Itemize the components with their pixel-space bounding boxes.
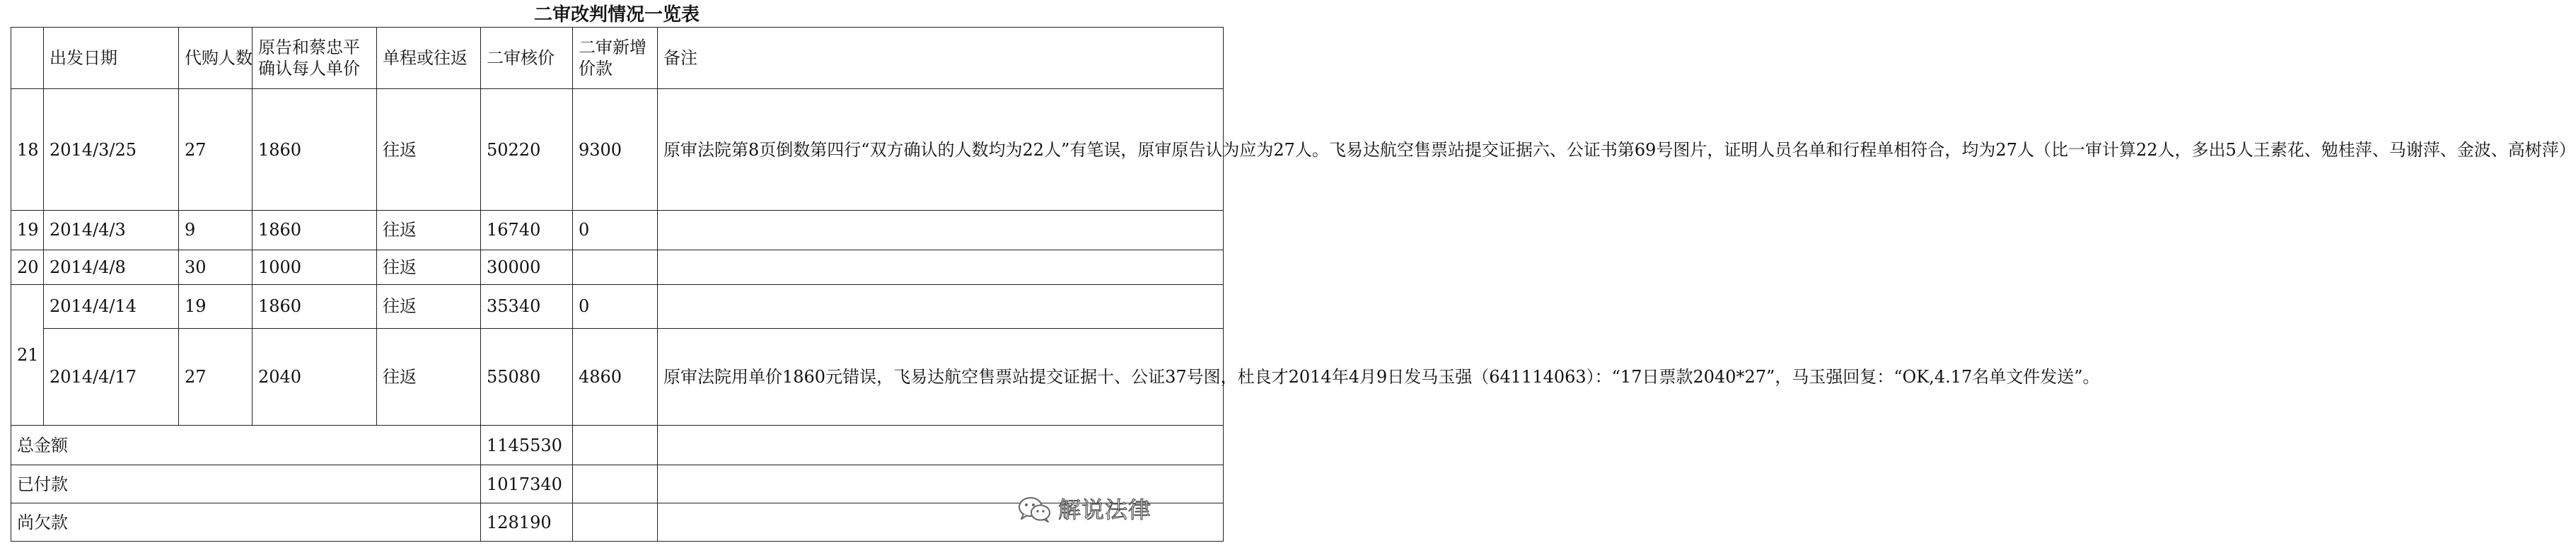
row-idx: 21 (11, 285, 44, 426)
table-row (11, 285, 1224, 329)
table-row (11, 328, 1224, 426)
row-check: 35340 (481, 285, 573, 329)
header-count: 代购人数 (179, 28, 253, 89)
row-added: 4860 (573, 328, 658, 426)
row-note: 原审法院用单价1860元错误，飞易达航空售票站提交证据十、公证37号图，杜良才2014年4月9日发马玉强（641114063）：“17日票款2040*27”，马玉强回复：“OK,4.17名单文件发送”。 (658, 328, 1224, 426)
wechat-icon (1017, 496, 1052, 524)
row-trip: 往返 (377, 250, 481, 284)
summary-label: 尚欠款 (11, 503, 481, 542)
row-date: 2014/4/3 (44, 210, 179, 250)
row-count: 9 (179, 210, 253, 250)
row-check: 30000 (481, 250, 573, 284)
summary-label: 总金额 (11, 426, 481, 465)
row-check: 16740 (481, 210, 573, 250)
row-check: 50220 (481, 89, 573, 210)
row-count: 30 (179, 250, 253, 284)
row-note (658, 210, 1224, 250)
judgment-table (11, 27, 2576, 542)
row-trip: 往返 (377, 210, 481, 250)
row-note: 原审法院第8页倒数第四行“双方确认的人数均为22人”有笔误，原审原告认为应为27人。飞易达航空售票站提交证据六、公证书第69号图片，证明人员名单和行程单相符合，均为27人（比一审计算22人，多出5人王素花、勉桂萍、马谢萍、金波、高树萍） (658, 89, 1224, 210)
header-idx (11, 28, 44, 89)
table-title: 二审改判情况一览表 (533, 4, 700, 25)
row-idx: 18 (11, 89, 44, 210)
header-row (11, 28, 1224, 89)
summary-row-total (11, 426, 1224, 465)
row-date: 2014/4/17 (44, 328, 179, 426)
summary-empty (658, 426, 1224, 465)
row-count: 27 (179, 328, 253, 426)
row-note (658, 285, 1224, 329)
header-check: 二审核价 (481, 28, 573, 89)
row-price: 1860 (253, 210, 377, 250)
summary-empty (573, 426, 658, 465)
summary-value: 128190 (481, 503, 573, 542)
row-price: 1860 (253, 285, 377, 329)
summary-value: 1017340 (481, 465, 573, 503)
row-count: 27 (179, 89, 253, 210)
row-added (573, 250, 658, 284)
row-date: 2014/4/8 (44, 250, 179, 284)
watermark-text: 解说法律 (1058, 496, 1152, 523)
row-added: 0 (573, 210, 658, 250)
row-trip: 往返 (377, 328, 481, 426)
summary-empty (573, 503, 658, 542)
row-price: 2040 (253, 328, 377, 426)
table-row (11, 210, 1224, 250)
header-note: 备注 (658, 28, 1224, 89)
header-price: 原告和蔡忠平确认每人单价 (253, 28, 377, 89)
row-idx: 19 (11, 210, 44, 250)
row-added: 0 (573, 285, 658, 329)
table-row (11, 89, 1224, 210)
row-price: 1000 (253, 250, 377, 284)
summary-value: 1145530 (481, 426, 573, 465)
summary-label: 已付款 (11, 465, 481, 503)
row-check: 55080 (481, 328, 573, 426)
row-price: 1860 (253, 89, 377, 210)
row-note (658, 250, 1224, 284)
row-date: 2014/4/14 (44, 285, 179, 329)
summary-empty (573, 465, 658, 503)
row-trip: 往返 (377, 285, 481, 329)
header-date: 出发日期 (44, 28, 179, 89)
table-row (11, 250, 1224, 284)
row-trip: 往返 (377, 89, 481, 210)
row-idx: 20 (11, 250, 44, 284)
header-trip: 单程或往返 (377, 28, 481, 89)
row-date: 2014/3/25 (44, 89, 179, 210)
watermark (1017, 495, 1151, 525)
header-added: 二审新增价款 (573, 28, 658, 89)
row-added: 9300 (573, 89, 658, 210)
row-count: 19 (179, 285, 253, 329)
